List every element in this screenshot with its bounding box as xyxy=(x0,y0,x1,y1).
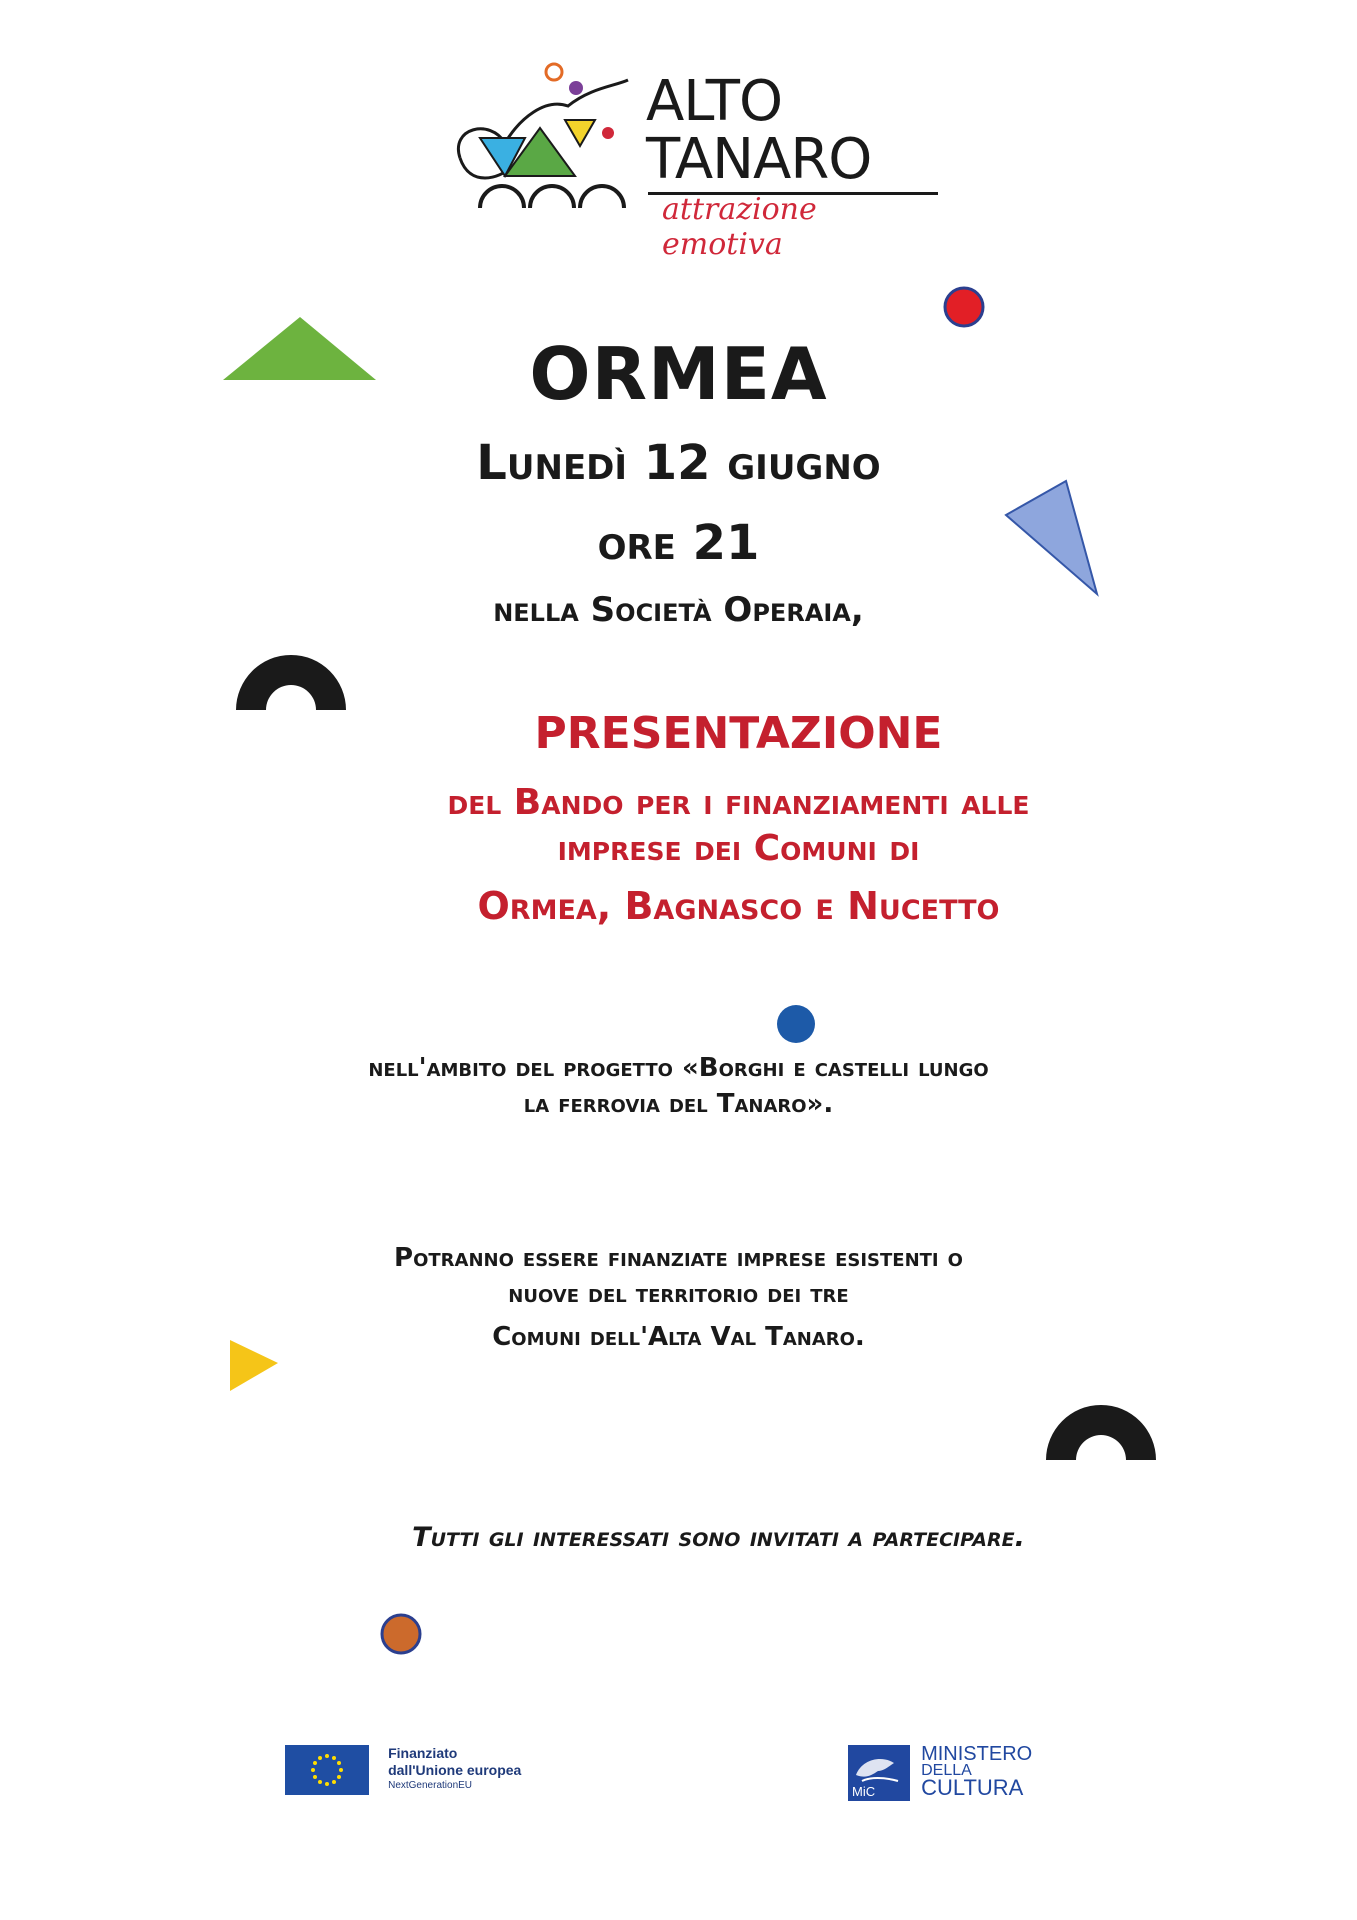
ministry-line-2: DELLA xyxy=(921,1762,972,1779)
context-line-1: nell'ambito del progetto «Borghi e castelli lungo xyxy=(368,1053,989,1083)
eu-funding-logo xyxy=(285,1745,521,1795)
eu-line-3: NextGenerationEU xyxy=(388,1780,473,1791)
blue-dot-shape xyxy=(777,1005,815,1043)
black-arch-right-shape xyxy=(1046,1405,1156,1460)
logo-word-tanaro: TANARO xyxy=(646,127,872,192)
logo-word-alto: ALTO xyxy=(646,69,783,134)
project-context xyxy=(0,1050,1357,1122)
red-dot-shape xyxy=(945,288,983,326)
eligibility-line-3: Comuni dell'Alta Val Tanaro. xyxy=(492,1322,865,1352)
mic-badge-text: MiC xyxy=(852,1784,876,1799)
event-venue: nella Società Operaia, xyxy=(493,590,864,630)
ministero-cultura-logo xyxy=(848,1745,1032,1801)
logo-tagline: attrazione emotiva xyxy=(662,192,817,262)
eu-line-1: Finanziato xyxy=(388,1745,458,1761)
event-time: ore 21 xyxy=(597,515,760,571)
eu-flag-icon xyxy=(285,1745,369,1795)
eligibility-line-1: Potranno essere finanziate imprese esistenti o xyxy=(394,1243,963,1273)
logo-mark-icon xyxy=(450,58,630,218)
bando-line-1: del Bando per i finanziamenti alle xyxy=(447,782,1030,823)
alto-tanaro-logo xyxy=(450,58,940,262)
mic-emblem-icon xyxy=(848,1745,910,1801)
event-town: ORMEA xyxy=(529,332,828,416)
eu-line-2: dall'Unione europea xyxy=(388,1762,522,1778)
orange-dot-shape xyxy=(382,1615,420,1653)
eligibility-line-2: nuove del territorio dei tre xyxy=(508,1279,849,1309)
ministry-text xyxy=(921,1743,1033,1800)
ministry-line-3: CULTURA xyxy=(921,1775,1024,1800)
presentation-bando xyxy=(60,780,1357,872)
invitation-text: Tutti gli interessati sono invitati a partecipare. xyxy=(412,1522,1025,1553)
ministry-line-1: MINISTERO xyxy=(921,1743,1033,1765)
black-arch-left-shape xyxy=(236,655,346,710)
presentation-heading: PRESENTAZIONE xyxy=(534,708,943,759)
context-line-2: la ferrovia del Tanaro». xyxy=(523,1089,834,1119)
eu-text xyxy=(388,1745,521,1793)
event-date: Lunedì 12 giugno xyxy=(476,435,881,491)
presentation-comuni: Ormea, Bagnasco e Nucetto xyxy=(477,884,1000,928)
bando-line-2: imprese dei Comuni di xyxy=(557,828,920,869)
eligibility-text xyxy=(0,1240,1357,1312)
